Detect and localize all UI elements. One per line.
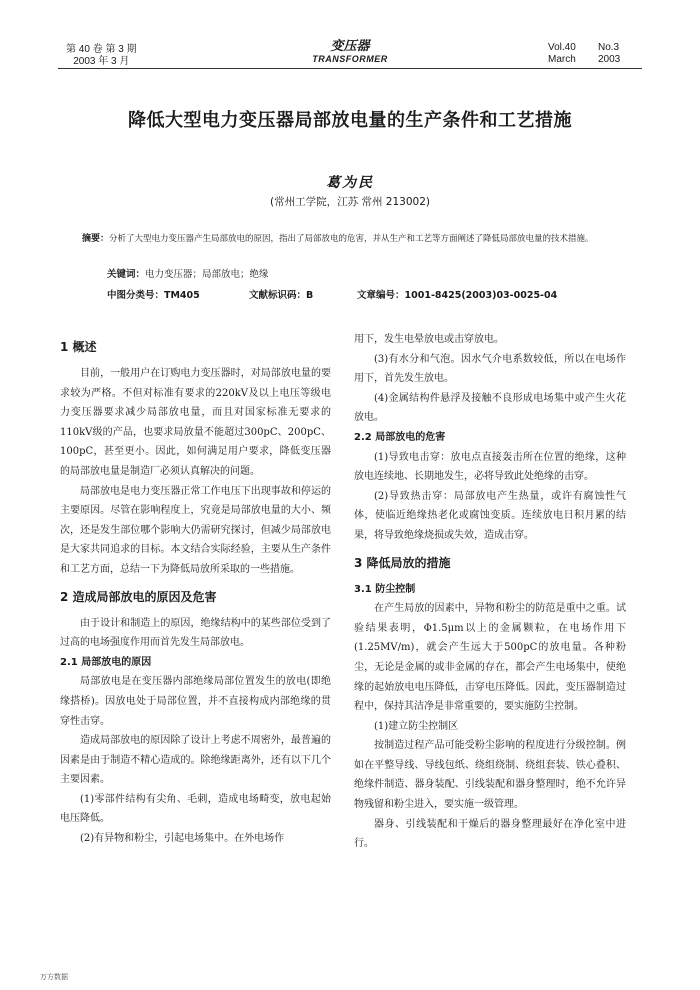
paragraph: 在产生局放的因素中，异物和粉尘的防范是重中之重。试验结果表明，Φ1.5μm以上的金属颗粒，在电场作用下(1.25MV/m)，就会产生远大于500pC的放电量。各种粉尘，无论是金属的或非金属的存在，都会产生电场集中，使绝缘的起始放电电压降低，击穿电压降低。因此，变压器制造过程中，保持其洁净是非常重要的，要实施防尘控制。 [354,603,626,713]
paragraph: 由于设计和制造上的原因，绝缘结构中的某些部位受到了过高的电场强度作用而首先发生局部放电。 [60,617,331,649]
paragraph: 造成局部放电的原因除了设计上考虑不周密外，最普遍的因素是由于制造不精心造成的。除绝缘距离外，还有以下几个主要因素。 [60,735,331,786]
date-cn: 2003 年 3 月 [73,56,130,67]
year-en: 2003 [598,54,621,65]
page-header [0,36,700,72]
issue-info-en [548,42,620,66]
paper-title: 降低大型电力变压器局部放电量的生产条件和工艺措施 [128,110,572,131]
clc-number: 中图分类号：TM405 [107,290,200,301]
journal-name-cn: 变压器 [330,39,370,54]
paragraph: (1)零部件结构有尖角、毛刺，造成电场畸变，放电起始电压降低。 [60,793,331,825]
number-en: No.3 [598,42,620,53]
abstract-label: 摘要： [82,234,110,244]
document-code: 文献标识码：B [249,290,314,301]
paragraph: 目前，一般用户在订购电力变压器时，对局部放电量的要求较为严格。不但对标准有要求的220kV及以上电压等级电力变压器要求减少局部放电量，而且对国家标准无要求的110kV级的产品，也要求局放量不能超过300pC、200pC、100pC，甚至更小。因此，如何满足用户要求，降低变压器的局部放电量是制造厂必须认真解决的问题。 [60,368,331,477]
section-2-heading: 2 造成局部放电的原因及危害 [60,589,217,604]
paragraph: (2)有异物和粉尘，引起电场集中。在外电场作 [80,833,285,845]
section-3-1-heading: 3.1 防尘控制 [354,583,416,595]
author-name: 葛为民 [326,175,374,191]
issue-info-cn [66,44,137,68]
abstract-text: 分析了大型电力变压器产生局部放电的原因，指出了局部放电的危害，并从生产和工艺等方面阐述了降低局部放电量的技术措施。 [109,234,594,244]
month-en: March [548,54,576,65]
volume-en: Vol.40 [548,42,576,53]
author-affiliation: (常州工学院，江苏 常州 213002) [270,196,430,208]
section-1-heading: 1 概述 [60,340,97,354]
paragraph: (3)有水分和气泡。因水气介电系数较低，所以在电场作用下，首先发生放电。 [354,353,626,385]
paragraph: 用下，发生电晕放电或击穿放电。 [354,334,504,345]
section-3-heading: 3 降低局放的措施 [354,555,451,570]
paragraph: (1)建立防尘控制区 [374,720,459,732]
keywords [107,266,269,280]
volume-issue-cn: 第 40 卷 第 3 期 [66,44,137,55]
paragraph: (1)导致电击穿：放电点直接轰击所在位置的绝缘，这种放电连续地、长期地发生，必将导致此处绝缘的击穿。 [354,451,626,483]
right-column [354,330,626,854]
section-2-2-heading: 2.2 局部放电的危害 [354,431,446,443]
paragraph: 器身、引线装配和干燥后的器身整理最好在净化室中进行。 [354,818,626,850]
paragraph: (4)金属结构件悬浮及接触不良形成电场集中或产生火花放电。 [354,392,626,424]
journal-name [290,40,410,65]
article-number: 文章编号：1001-8425(2003)03-0025-04 [357,290,558,301]
paragraph: 按制造过程产品可能受粉尘影响的程度进行分级控制。例如在平整导线、导线包纸、绕组绕制、绕组套装、铁心叠积、绝缘件制造、器身装配、引线装配和器身整理时，绝不允许异物残留和粉尘进入，要实施一级管理。 [354,740,626,811]
abstract [82,232,622,247]
paragraph: 局部放电是在变压器内部绝缘局部位置发生的放电(即绝缘搭桥)。因放电处于局部位置，并不直接构成内部绝缘的贯穿性击穿。 [60,676,331,727]
journal-name-en: TRANSFORMER [312,54,388,64]
left-column [60,330,331,849]
paragraph: (2)导致热击穿：局部放电产生热量，或许有腐蚀性气体，使临近绝缘热老化或腐蚀变质。连续放电日积月累的结果，将导致绝缘烧损或失效，造成击穿。 [354,490,626,541]
footer-watermark: 万方数据 [40,973,68,981]
keywords-label: 关键词： [107,269,146,280]
paragraph: 局部放电是电力变压器正常工作电压下出现事故和停运的主要原因。尽管在影响程度上，究竟是局部放电量的大小、频次，还是发生部位哪个影响大仍需研究探讨，但减少局部放电是大家共同追求的目标。本文结合实际经验，主要从生产条件和工艺方面，总结一下为降低局放所采取的一些措施。 [60,485,331,575]
keywords-text: 电力变压器；局部放电；绝缘 [145,269,269,280]
header-rule [58,68,642,69]
section-2-1-heading: 2.1 局部放电的原因 [60,656,152,668]
